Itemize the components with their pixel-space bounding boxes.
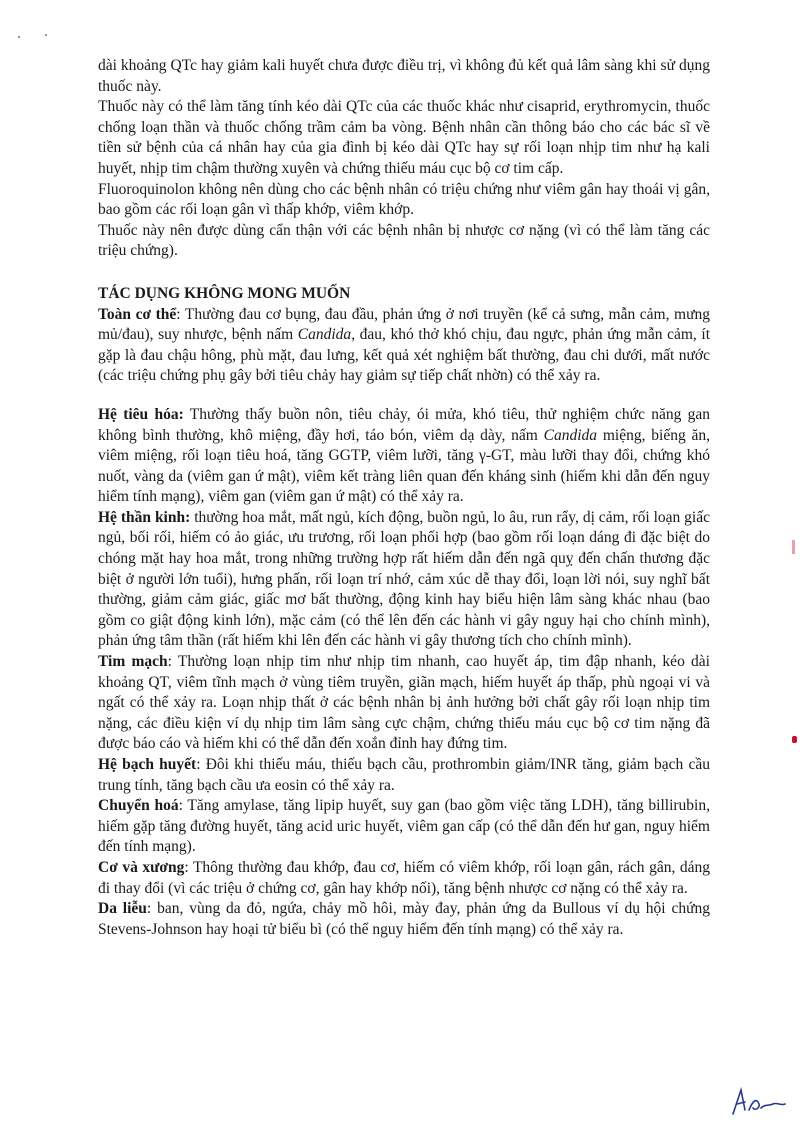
label-metabolic: Chuyển hoá — [98, 797, 179, 815]
text-digestive-b: miệng, biếng ăn, viêm miệng, rối loạn tiêu hoá, tăng GGTP, viêm lưỡi, tăng γ-GT, màu lưỡi thay đổi, chứng khó nuốt, vàng da (viêm gan ứ mật), viêm kết tràng liên quan đến kháng sinh (hiếm khi dẫn đến nguy hiểm tính mạng), viêm gan (viêm gan ứ mật) có thể xảy ra. — [98, 426, 711, 506]
text-lymphatic: : Đôi khi thiếu máu, thiếu bạch cầu, prothrombin giảm/INR tăng, giảm bạch cầu trung tính, tăng bạch cầu ưa eosin có thể xảy ra. — [98, 756, 711, 794]
text-whole-body-a: : Thường đau cơ bụng, đau đầu, phản ứng ở nơi truyền (kể cả sưng, mẫn cảm, mưng mủ/đau), suy nhược, bệnh nấm — [98, 305, 710, 344]
section-lymphatic — [98, 755, 710, 796]
section-musculoskeletal — [98, 858, 710, 899]
spacer — [98, 387, 710, 405]
signature-initials — [727, 1080, 787, 1120]
section-nervous — [98, 508, 710, 652]
document-page — [98, 56, 710, 940]
section-digestive — [98, 405, 710, 508]
section-dermatological — [98, 899, 710, 940]
scan-speck — [45, 34, 47, 36]
section-heading-adverse-effects: TÁC DỤNG KHÔNG MONG MUỐN — [98, 284, 351, 302]
text-cardiovascular: : Thường loạn nhịp tim như nhịp tim nhanh, cao huyết áp, tim đập nhanh, kéo dài khoảng QT, viêm tĩnh mạch ở vùng tiêm truyền, giãn mạch, hiếm huyết áp thấp, phù ngoại vi và ngất có thể xảy ra. Loạn nhịp thất ở các bệnh nhân bị ảnh hưởng bởi chất gây rối loạn nhịp tim nặng, các điều kiện ví dụ nhịp tim lâm sàng cực chậm, chứng thiếu máu cục bộ cơ tim nặng đã được báo cáo và hiếm khi có thể dẫn đến xoắn đỉnh hay đứng tim. — [98, 653, 710, 753]
scan-speck — [18, 36, 20, 38]
section-whole-body — [98, 305, 710, 387]
paragraph-qtc-interactions: Thuốc này có thể làm tăng tính kéo dài QTc của các thuốc khác như cisaprid, erythromycin, thuốc chống loạn thần và thuốc chống trầm cảm ba vòng. Bệnh nhân cần thông báo cho các bác sĩ về tiền sử bệnh của cá nhân hay của gia đình bị kéo dài QTc hay sự rối loạn nhịp tim như hạ kali huyết, nhịp tim chậm thường xuyên và chứng thiếu máu cục bộ cơ tim cấp. — [98, 98, 710, 177]
label-musculoskeletal: Cơ và xương — [98, 858, 185, 876]
text-metabolic: : Tăng amylase, tăng lipip huyết, suy gan (bao gồm việc tăng LDH), tăng billirubin, hiếm gặp tăng đường huyết, tăng acid uric huyết, viêm gan cấp (có thể dẫn đến hư gan, nguy hiểm đến tính mạng). — [98, 797, 710, 856]
section-cardiovascular — [98, 652, 710, 755]
text-nervous: thường hoa mắt, mất ngủ, kích động, buồn ngủ, lo âu, run rẩy, dị cảm, rối loạn giấc ngủ, bối rối, hiếm có ảo giác, ưu trương, rối loạn phối hợp (bao gồm rối loạn dáng đi đặc biệt do chóng mặt hay hoa mắt, trong những trường hợp rất hiếm dẫn đến ngã quỵ đến chấn thương đặc biệt ở người lớn tuổi), hưng phấn, rối loạn trí nhớ, cảm xúc dễ thay đổi, loạn lời nói, suy nghĩ bất thường, giảm cảm giác, giấc mơ bất thường, động kinh hay biểu hiện lâm sàng khác nhau (bao gồm co giật động kinh lớn), mặc cảm (có thể lên đến các hành vi gây nguy hại cho chính mình), phản ứng tâm thần (rất hiếm khi lên đến các hành vi gây thương tích cho chính mình). — [98, 508, 710, 650]
text-digestive-a: Thường thấy buồn nôn, tiêu chảy, ói mửa, khó tiêu, thử nghiệm chức năng gan không bình thường, khô miệng, đầy hơi, táo bón, viêm dạ dày, nấm — [98, 405, 710, 444]
paragraph-qtc-hypokalemia: dài khoảng QTc hay giảm kali huyết chưa được điều trị, vì không đủ kết quả lâm sàng khi sử dụng thuốc này. — [98, 57, 710, 95]
label-cardiovascular: Tim mạch — [98, 653, 168, 671]
text-digestive-candida: Candida — [543, 426, 598, 444]
label-whole-body: Toàn cơ thể — [98, 305, 177, 323]
text-whole-body-b: , đau, khó thở khó chịu, đau ngực, phản ứng mẫn cảm, ít gặp là đau chậu hông, phù mặt, đau lưng, kết quả xét nghiệm bất thường, đau chi dưới, mất nước (các triệu chứng phụ gây bởi tiêu chảy hay giảm sự tiếp chất nhờn) có thể xảy ra. — [98, 326, 710, 385]
label-lymphatic: Hệ bạch huyết — [98, 756, 197, 773]
margin-mark — [792, 540, 795, 554]
text-dermatological: : ban, vùng da đỏ, ngứa, chảy mồ hôi, mày đay, phản ứng da Bullous ví dụ hội chứng Stevens-Johnson hay hoại tử biểu bì (có thể nguy hiểm đến tính mạng) có thể xảy ra. — [98, 900, 710, 938]
text-whole-body-candida: Candida — [297, 326, 352, 344]
section-metabolic — [98, 796, 710, 858]
label-dermatological: Da liễu — [98, 900, 147, 918]
paragraph-tendon-warning: Fluoroquinolon không nên dùng cho các bệnh nhân có triệu chứng như viêm gân hay thoái vị gân, bao gồm các rối loạn gân vì thấp khớp, viêm khớp. — [98, 180, 710, 219]
margin-mark — [792, 736, 797, 743]
text-musculoskeletal: : Thông thường đau khớp, đau cơ, hiếm có viêm khớp, rối loạn gân, rách gân, dáng đi thay đổi (vì các triệu ở chứng cơ, gân hay khớp nối), tăng bệnh nhược cơ nặng có thể xảy ra. — [98, 858, 710, 897]
label-digestive: Hệ tiêu hóa: — [98, 405, 184, 423]
paragraph-myasthenia-warning: Thuốc này nên được dùng cẩn thận với các bệnh nhân bị nhược cơ nặng (vì có thể làm tăng các triệu chứng). — [98, 221, 710, 260]
label-nervous: Hệ thần kinh: — [98, 508, 191, 526]
